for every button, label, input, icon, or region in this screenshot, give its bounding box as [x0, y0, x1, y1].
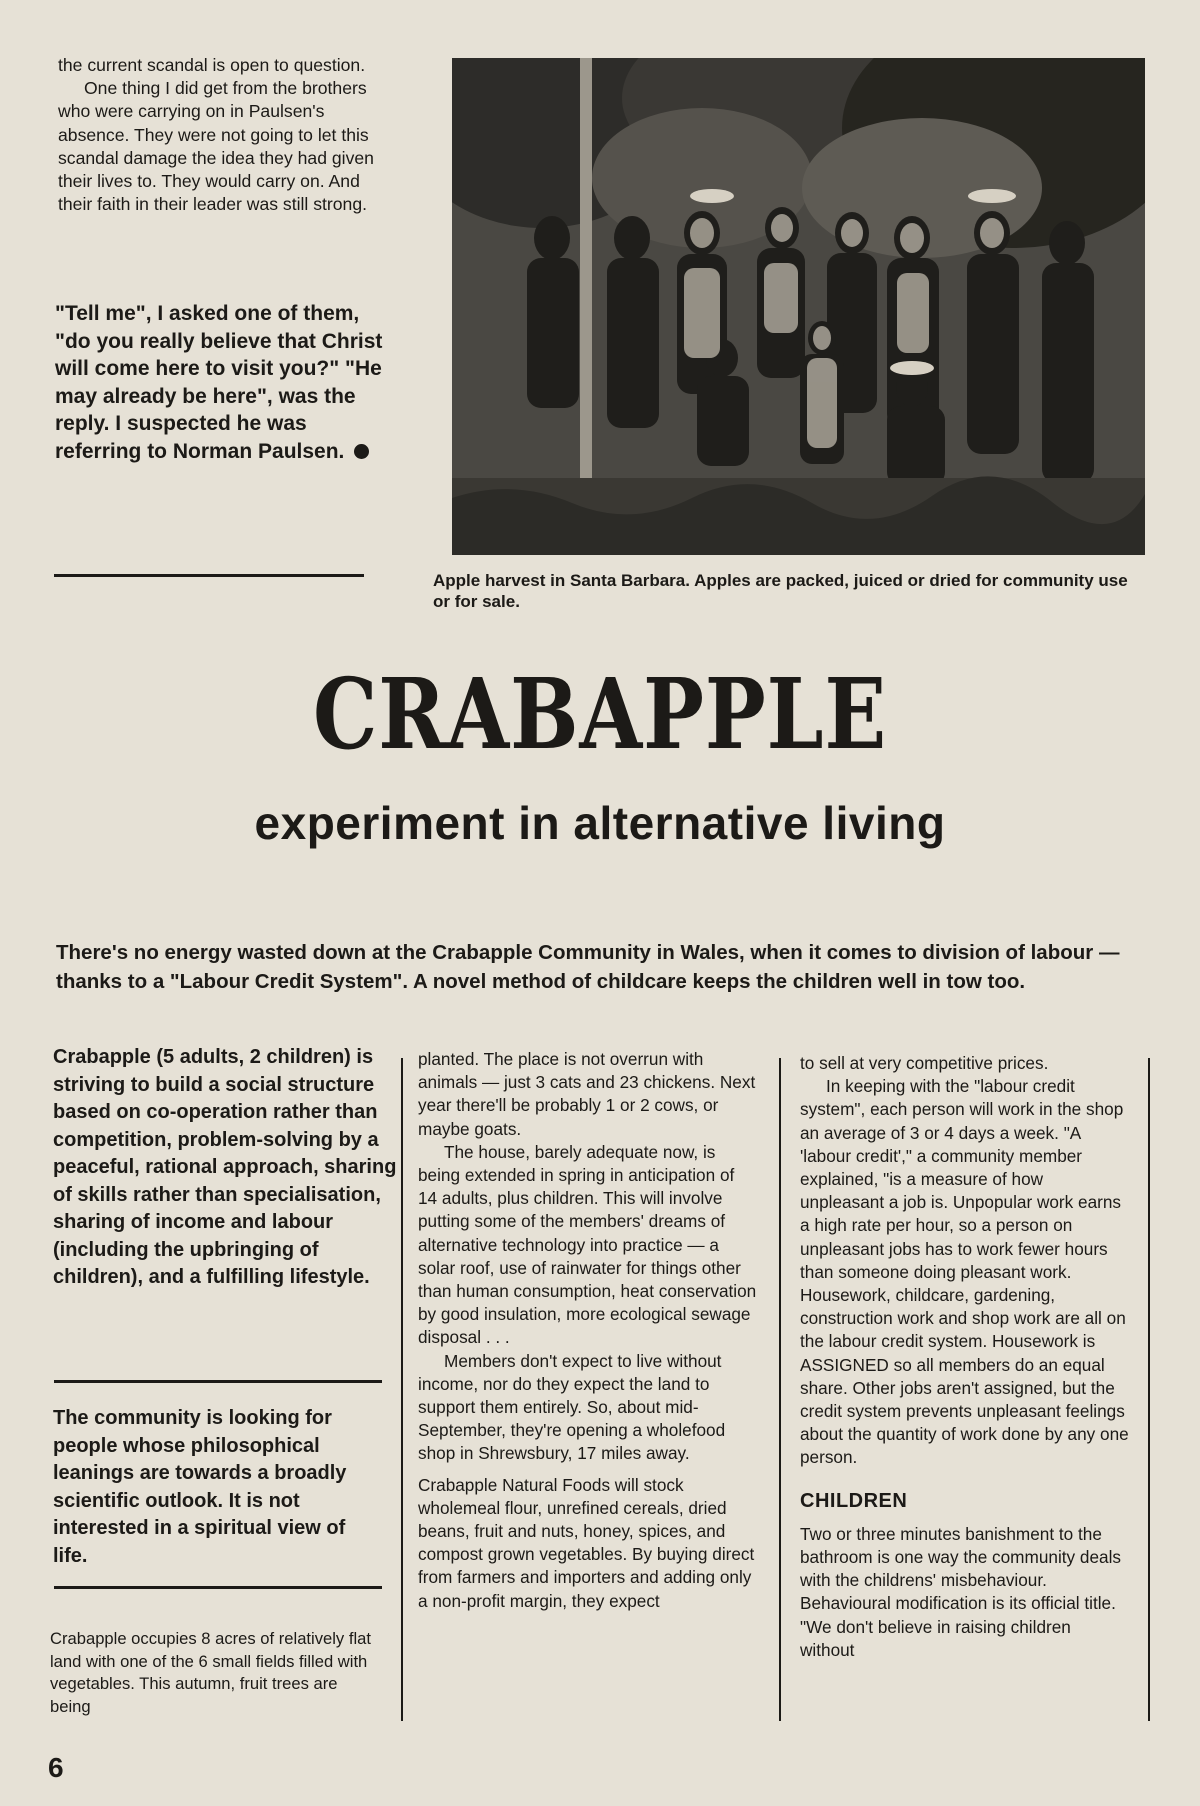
children-heading: CHILDREN — [800, 1489, 908, 1512]
photo-caption: Apple harvest in Santa Barbara. Apples are packed, juiced or dried for community use or for sale. — [433, 571, 1128, 611]
column3-text — [800, 1052, 1130, 1662]
previous-article-quote — [55, 300, 385, 465]
seeking-members-text: The community is looking for people whose philosophical leanings are towards a broadly scientific outlook. It is not interested in a spiritual view of life. — [53, 1407, 347, 1567]
section-divider — [54, 574, 364, 577]
column1-body-text: Crabapple occupies 8 acres of relatively flat land with one of the 6 small fields filled with vegetables. This autumn, fruit trees are being — [50, 1629, 371, 1716]
column2-paragraph: planted. The place is not overrun with animals — just 3 cats and 23 chickens. Next year there'll be probably 1 or 2 cows, or maybe goats. — [418, 1049, 756, 1139]
column2-paragraph: Crabapple Natural Foods will stock wholemeal flour, unrefined cereals, dried beans, fruit and nuts, honey, spices, and compost grown vegetables. By buying direct from farmers and importers and adding only a non-profit margin, they expect — [418, 1474, 755, 1611]
subheadline: experiment in alternative living — [254, 797, 946, 849]
column-divider — [54, 1586, 382, 1589]
apple-harvest-photo — [452, 58, 1145, 555]
previous-article-text — [58, 54, 378, 216]
column3-paragraph: to sell at very competitive prices. — [800, 1053, 1049, 1073]
quote-text: "Tell me", I asked one of them, "do you really believe that Christ will come here to visit you?" "He may already be here", was the reply. I suspected he was referring to Norman Paulsen. — [55, 302, 383, 463]
column2-paragraph: Members don't expect to live without income, nor do they expect the land to support them entirely. So, about mid-September, they're opening a wholefood shop in Shrewsbury, 17 miles away. — [418, 1350, 726, 1464]
intro-bold-text: Crabapple (5 adults, 2 children) is striving to build a social structure based on co-operation rather than competition, problem-solving by a peaceful, rational approach, sharing of skills rather than specialisation, sharing of income and labour (including the upbringing of children), and a fulfilling lifestyle. — [53, 1046, 397, 1288]
column-rule — [401, 1058, 403, 1721]
column2-text — [418, 1048, 758, 1613]
previous-article-paragraph: the current scandal is open to question. — [58, 55, 366, 75]
headline: CRABAPPLE — [312, 656, 888, 772]
end-mark-icon — [354, 444, 369, 459]
column-divider — [54, 1380, 382, 1383]
column3-paragraph: In keeping with the "labour credit system", each person will work in the shop an average of 3 or 4 days a week. "A 'labour credit'," a community member explained, "is a measure of how unpleasant a job is. Unpopular work earns a high rate per hour, so a person on unpleasant jobs has to work fewer hours than someone doing pleasant work. Housework, childcare, gardening, construction work and shop work are all on the labour credit system. Housework is ASSIGNED so all members do an equal share. Other jobs aren't assigned, but the credit system prevents unpleasant feelings about the quantity of work done by any one person. — [800, 1076, 1129, 1468]
column3-paragraph: Two or three minutes banishment to the bathroom is one way the community deals with the childrens' misbehaviour. Behavioural modification is its official title. "We don't believe in raising children without — [800, 1523, 1121, 1660]
column2-paragraph: The house, barely adequate now, is being extended in spring in anticipation of 14 adults, plus children. This will involve putting some of the members' dreams of alternative technology into practice — a solar roof, use of rainwater for things other than human consumption, heat conservation by good insulation, more ecological sewage disposal . . . — [418, 1141, 757, 1348]
standfirst: There's no energy wasted down at the Crabapple Community in Wales, when it comes to division of labour — thanks to a "Labour Credit System". A novel method of childcare keeps the children well in tow too. — [56, 941, 1120, 993]
column-rule — [1148, 1058, 1150, 1721]
column-rule — [779, 1058, 781, 1721]
page-number: 6 — [48, 1752, 64, 1783]
photo-illustration — [452, 58, 1145, 555]
previous-article-paragraph: One thing I did get from the brothers who were carrying on in Paulsen's absence. They were not going to let this scandal damage the idea they had given their lives to. They would carry on. And their faith in their leader was still strong. — [58, 78, 374, 215]
